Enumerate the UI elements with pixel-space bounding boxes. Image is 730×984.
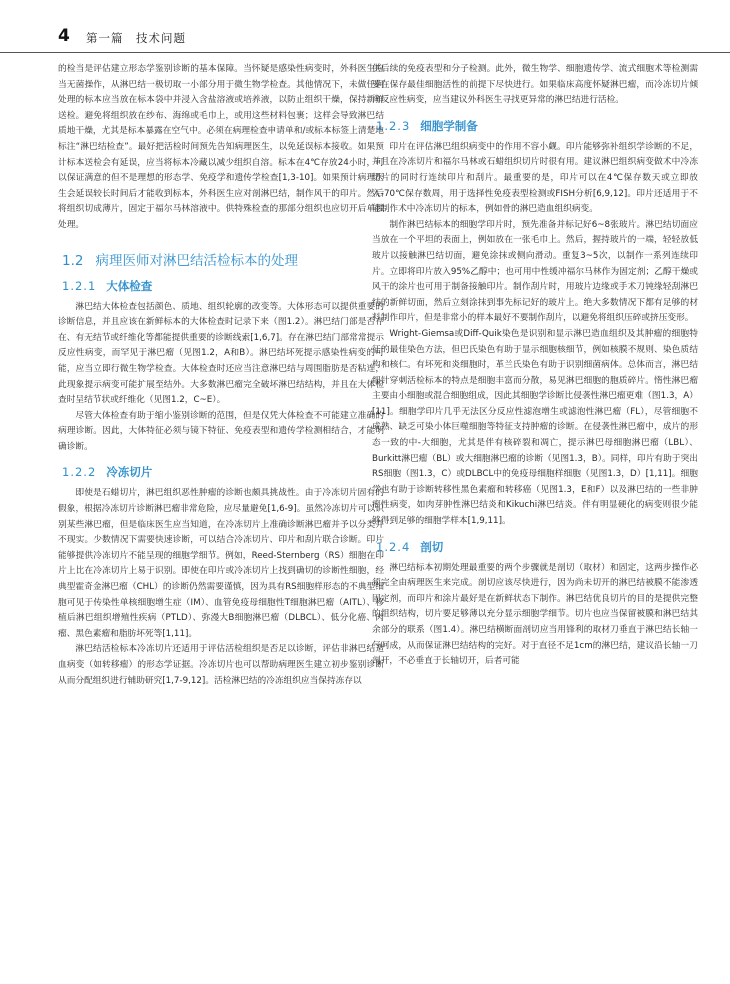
paragraph: 淋巴结大体检查包括颜色、质地、组织轮廓的改变等。大体形态可以提供重要的诊断信息，并且应该在新鲜标本的大体检查时记录下来（图1.2）。淋巴结门部是否存在、有无结节或纤维化等都能提供重要的诊断线索[1,6,7]。存在淋巴结门部常常提示反应性病变，而罕见于淋巴瘤（见图1.2，A和B）。淋巴结坏死提示感染性病变的可能，应当立即行微生物学检查。大体检查时还应当注意淋巴结与周围脂肪是否粘连，此现象提示病变可能扩展至结外。大多数淋巴瘤完全破坏淋巴结结构，并且在大体检查时呈结节状或纤维化（见图1.2，C~E）。 [58, 301, 384, 406]
left-column [58, 62, 384, 962]
paragraph: Wright-Giemsa或Diff-Quik染色是识别和显示淋巴造血组织及其肿瘤的细胞特征的最佳染色方法，但巴氏染色有助于显示细胞核细节，例如核膜不规则、染色质结构和核仁。有坏死和炎细胞时，革兰氏染色有助于识别细菌病体。总体而言，淋巴结细针穿刺活检标本的特点是细胞丰富而分散，易见淋巴细胞的胞质碎片。惰性淋巴瘤主要由小细胞或混合细胞组成，因此其细胞学诊断比侵袭性淋巴瘤更难（图1.3，A）[11]。细胞学印片几乎无法区分反应性滤泡增生或滤泡性淋巴瘤（FL），尽管细胞不成熟、缺乏可染小体巨噬细胞等特征支持肿瘤的诊断。在侵袭性淋巴瘤中，成片的形态一致的中-大细胞，尤其是伴有核碎裂和凋亡，提示淋巴母细胞淋巴瘤（LBL）、Burkitt淋巴瘤（BL）或大细胞淋巴瘤的诊断（见图1.3，B）。同样，印片有助于突出RS细胞（图1.3，C）或DLBCL中的免疫母细胞样细胞（见图1.3，D）[1,11]。细胞学也有助于诊断转移性黑色素瘤和转移癌（见图1.3，E和F）以及淋巴结的一些非肿瘤性病变，如肉芽肿性淋巴结炎和Kikuchi淋巴结炎。伴有明显硬化的病变则很少能够得到足够的细胞学样本[1,9,11]。 [372, 328, 698, 527]
paragraph: 印片在评估淋巴组织病变中的作用不容小觑。印片能够弥补组织学诊断的不足，并且在冷冻切片和福尔马林或石蜡组织切片时很有用。建议淋巴组织病变做术中冷冻切片的同时行连续印片和刮片。最重要的是，印片可以在4℃保存数天或立即放入-70℃保存数周，用于选择性免疫表型检测或FISH分析[6,9,12]。印片还适用于不能制作术中冷冻切片的标本，例如骨的淋巴造血组织病变。 [372, 141, 698, 215]
right-column [372, 62, 698, 962]
subsection-title: 大体检查 [106, 278, 153, 293]
paragraph: 的检当是评估建立形态学鉴别诊断的基本保障。当怀疑是感染性病变时，外科医生应当无菌操作，从淋巴结一极切取一小部分用于微生物学检查。其他情况下，未做任何处理的标本应当放在标本袋中并浸入含盐溶液或培养液，以防止组织干燥，保持新鲜送检。避免将组织放在纱布、海绵或毛巾上，或用这些材料包裹；这样会导致淋巴结质地干燥，尤其是标本暴露在空气中。必须在病理检查申请单和/或标本标签上清楚地标注“淋巴结检查”。最好把活检时间预先告知病理医生，以免延误标本接收。如果预计标本送检会有延误，应当将标本冷藏以减少组织自溶。标本在4℃存放24小时，可以保证满意的但不是理想的形态学、免疫学和遗传学检查[1,3-10]。如果预计病理医生会延误较长时间后才能收到标本，外科医生应对剖淋巴结，制作风干的印片。然后将组织切成薄片，固定于福尔马林溶液中。供特殊检查的那部分组织也应切开后单独处理。 [58, 64, 384, 230]
subsection-number: 1.2.1 [62, 278, 97, 293]
subsection-number: 1.2.2 [62, 465, 97, 480]
paragraph: 即使是石蜡切片，淋巴组织恶性肿瘤的诊断也颇具挑战性。由于冷冻切片固有的假象，根据冷冻切片诊断淋巴瘤非常危险，应尽量避免[1,6-9]。虽然冷冻切片可以识别某些淋巴瘤，但是临床医生应当知道，在冷冻切片上准确诊断淋巴瘤并予以分类并不现实。少数情况下需要快速诊断，可以结合冷冻切片、印片和刮片联合诊断。印片能够提供冷冻切片不能呈现的细胞学细节。例如，Reed-Sternberg（RS）细胞在印片上比在冷冻切片上易于识别。即使在印片或冷冻切片上找到确切的诊断性细胞，经典型霍奇金淋巴瘤（CHL）的诊断仍然需要谨慎，因为具有RS细胞样形态的不典型细胞可见于传染性单核细胞增生症（IM）、血管免疫母细胞性T细胞淋巴瘤（AITL）、移植后淋巴组织增殖性疾病（PTLD）、弥漫大B细胞淋巴瘤（DLBCL）、低分化癌、肉瘤、黑色素瘤和脂肪坏死等[1,11]。 [58, 488, 384, 639]
subsection-number: 1.2.3 [376, 118, 411, 133]
subsection-heading-1-2-1 [58, 278, 384, 294]
chapter-title: 第一篇 技术问题 [86, 31, 186, 45]
subsection-heading-1-2-3 [372, 118, 698, 134]
paragraph: 尽管大体检查有助于缩小鉴别诊断的范围，但是仅凭大体检查不可能建立准确的病理诊断。因此，大体特征必须与镜下特征、免疫表型和遗传学检测相结合，才能明确诊断。 [58, 410, 384, 452]
subsection-heading-1-2-4 [372, 539, 698, 555]
paragraph: 淋巴结标本初期处理最重要的两个步骤就是剖切（取材）和固定，这两步操作必须完全由病理医生来完成。剖切应该尽快进行，因为尚未切开的淋巴结被膜不能渗透固定剂，而印片和涂片最好是在新鲜状态下制作。淋巴结优良切片的目的是提供完整的组织结构，切片要足够薄以充分显示细胞学细节。切片也应当保留被膜和淋巴结其余部分的联系（图1.4）。淋巴结横断面剖切应当用锋利的取材刀垂直于淋巴结长轴一气呵成，从而保证淋巴结结构的完好。对于直径不足1cm的淋巴结，建议沿长轴一刀剖开，不必垂直于长轴切开，后者可能 [372, 562, 698, 667]
page-number: 4 [58, 26, 70, 46]
section-heading-1-2 [58, 252, 384, 270]
paragraph: 淋巴结活检标本冷冻切片还适用于评估活检组织是否足以诊断，评估非淋巴结造血病变（如转移瘤）的形态学证据。冷冻切片也可以帮助病理医生建立初步鉴别诊断从而分配组织进行辅助研究[1,7-9,12]。活检淋巴结的冷冻组织应当保持冻存以 [58, 644, 384, 686]
section-number: 1.2 [62, 252, 84, 269]
subsection-number: 1.2.4 [376, 539, 411, 554]
subsection-title: 剖切 [420, 539, 444, 554]
subsection-heading-1-2-2 [58, 464, 384, 480]
section-title: 病理医师对淋巴结活检标本的处理 [95, 252, 298, 269]
subsection-title: 冷冻切片 [106, 465, 153, 480]
subsection-title: 细胞学制备 [420, 118, 478, 133]
paragraph: 制作淋巴结标本的细胞学印片时，预先准备并标记好6~8张玻片。淋巴结切面应当放在一个平坦的表面上，例如放在一张毛巾上。然后，握持玻片的一端，轻轻放低玻片以接触淋巴结切面，避免涂抹或侧向滑动。重复3~5次，以制作一系列连续印片。立即将印片放入95%乙醇中；也可用中性缓冲福尔马林作为固定剂；乙醇干燥或风干的涂片也可用于制备接触印片。制作刮片时，用玻片边缘或手术刀钝缘轻刮淋巴结的新鲜切面，然后立刻涂抹到事先标记好的玻片上。绝大多数情况下都有足够的材料制作印片，但是非常小的样本最好不要制作刮片，以避免将组织压碎或挤压变形。 [372, 219, 698, 324]
running-header [0, 22, 730, 53]
paragraph: 供后续的免疫表型和分子检测。此外，微生物学、细胞遗传学、流式细胞术等检测需要在保存最佳细胞活性的前提下尽快进行。如果临床高度怀疑淋巴瘤，而冷冻切片倾向反应性病变，应当建议外科医生寻找更异常的淋巴结进行活检。 [372, 64, 698, 106]
